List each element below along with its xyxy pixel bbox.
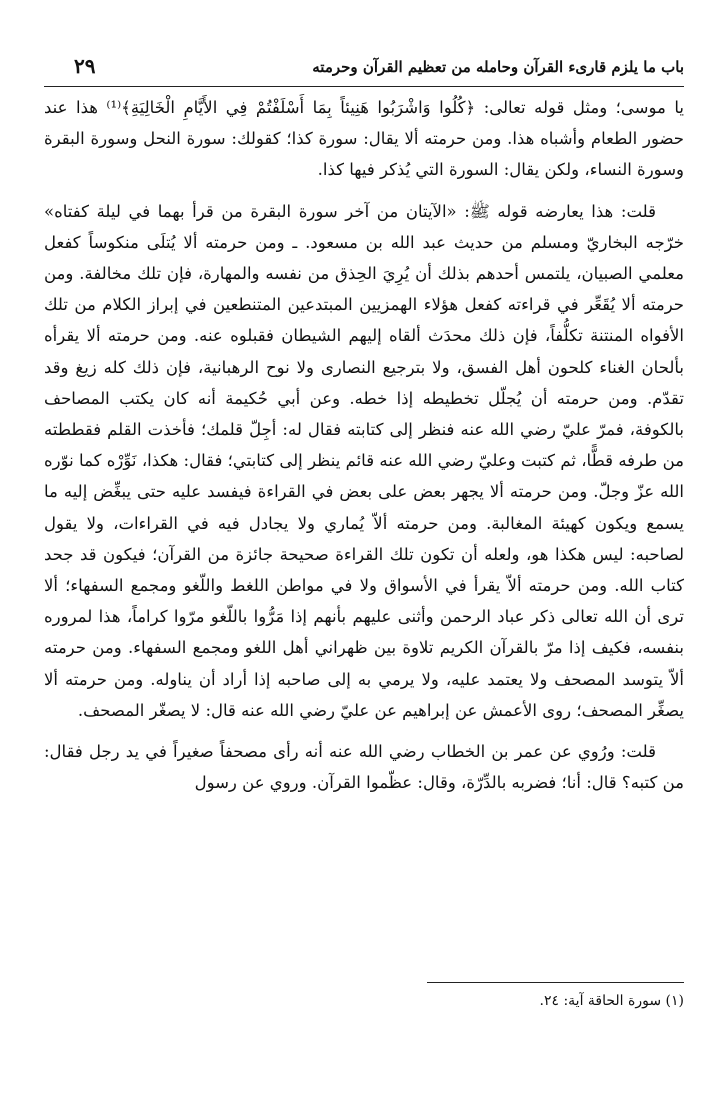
paragraph-3: قلت: ورُوي عن عمر بن الخطاب رضي الله عنه أنه رأى مصحفاً صغيراً في يد رجل فقال: من كتبه؟ قال: أنا؛ فضربه بالدِّرّة، وقال: عظّموا القرآن. وروي عن رسول — [44, 742, 684, 793]
running-title: باب ما يلزم قارىء القرآن وحامله من تعظيم القرآن وحرمته — [312, 58, 684, 76]
header-rule — [44, 86, 684, 87]
footnote-rule — [427, 982, 684, 983]
page-number: ٢٩ — [74, 54, 96, 78]
paragraph-1: يا موسى؛ ومثل قوله تعالى: ﴿كُلُوا وَاشْرَبُوا هَنِيئاً بِمَا أَسْلَفْتُمْ فِي الأَيَّامِ الْخَالِيَةِ﴾⁽¹⁾ هذا عند حضور الطعام وأشباه هذا. ومن حرمته ألا يقال: سورة كذا؛ كقولك: سورة النحل وسورة البقرة وسورة النساء، ولكن يقال: السورة التي يُذكر فيها كذا. — [44, 98, 684, 180]
page-header — [44, 54, 684, 84]
paragraph-2: قلت: هذا يعارضه قوله ﷺ: «الآيتان من آخر سورة البقرة من قرأ بهما في ليلة كفتاه» خرّجه البخاريّ ومسلم من حديث عبد الله بن مسعود. ـ ومن حرمته ألا يُتلَى منكوساً كفعل معلمي الصبيان، يلتمس أحدهم بذلك أن يُرِيَ الحِذق من نفسه والمهارة، فإن تلك مخالفة. ومن حرمته ألا يُقَعِّر في قراءته كفعل هؤلاء الهمزيين المبتدعين المتنطعين في إبراز الكلام من تلك الأفواه المنتنة تكلُّفاً، فإن ذلك محدَث ألقاه إليهم الشيطان فقبلوه عنه. ومن حرمته ألا يقرأه بألحان الغناء كلحون أهل الفسق، ولا بترجيع النصارى ولا نوح الرهبانية، فإن ذلك كله زيغ وقد تقدّم. ومن حرمته أن يُجلّل تخطيطه إذا خطه. وعن أبي حُكيمة أنه كان يكتب المصاحف بالكوفة، فمرّ عليّ رضي الله عنه فنظر إلى كتابته فقال له: أجِلّ قلمك؛ فأخذت القلم فقططته من طرفه قطًّا، ثم كتبت وعليّ رضي الله عنه قائم ينظر إلى كتابتي؛ فقال: هكذا، نَوِّرْه كما نوّره الله عزّ وجلّ. ومن حرمته ألا يجهر بعض على بعض في القراءة فيفسد عليه حتى يبغِّض إليه ما يسمع ويكون كهيئة المغالبة. ومن حرمته ألاّ يُماري ولا يجادل فيه في القراءات، ولا يقول لصاحبه: ليس هكذا هو، ولعله أن تكون تلك القراءة صحيحة جائزة من القرآن؛ فيكون قد جحد كتاب الله. ومن حرمته ألاّ يقرأ في الأسواق ولا في مواطن اللغط واللّغو ومجمع السفهاء؛ ألا ترى أن الله تعالى ذكر عباد الرحمن وأثنى عليهم بأنهم إذا مَرُّوا باللّغو مرّوا كراماً، هذا لمروره بنفسه، فكيف إذا مرّ بالقرآن الكريم تلاوة بين ظهراني أهل اللغو ومجمع السفهاء. ومن حرمته ألاّ يتوسد المصحف ولا يعتمد عليه، ولا يرمي به إلى صاحبه إذا أراد أن يناوله. ومن حرمته ألا يصغِّر المصحف؛ روى الأعمش عن إبراهيم عن عليّ رضي الله عنه قال: لا يصغّر المصحف. — [44, 201, 684, 720]
footnote: (١) سورة الحاقة آية: ٢٤. — [539, 993, 684, 1009]
body-text — [44, 92, 684, 798]
